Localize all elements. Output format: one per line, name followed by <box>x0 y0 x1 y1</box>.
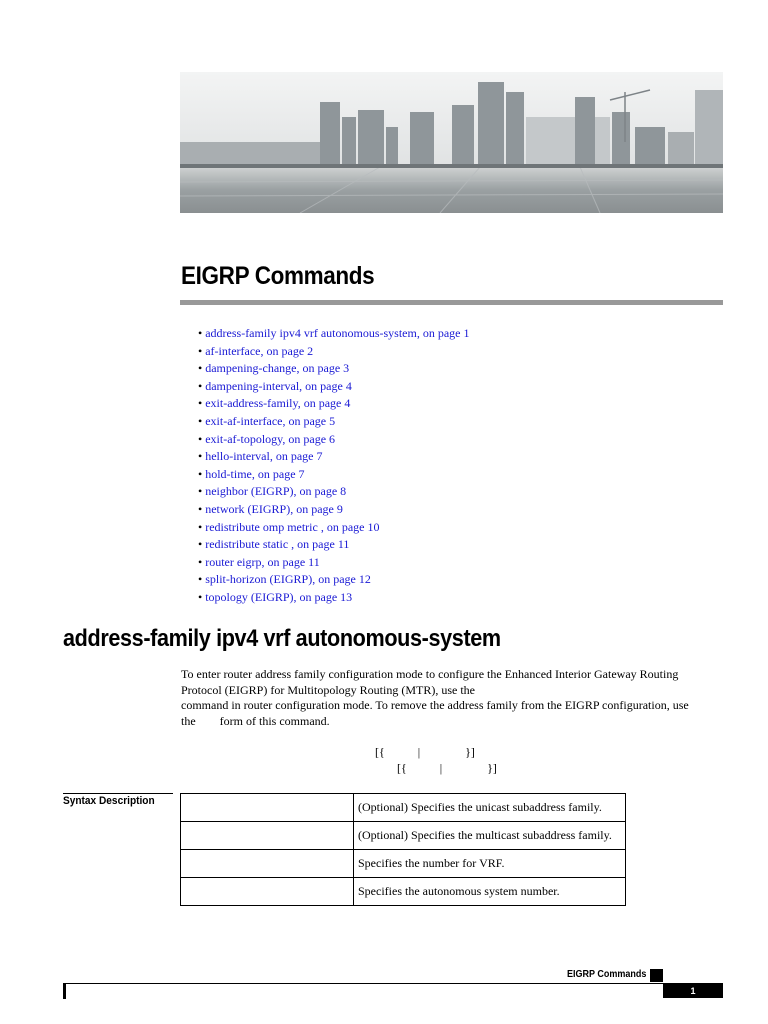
toc-item: • hold-time, on page 7 <box>198 466 305 481</box>
toc-item: • network (EIGRP), on page 9 <box>198 501 343 516</box>
chapter-rule <box>180 300 723 305</box>
description-cell: Specifies the number for VRF. <box>354 850 626 878</box>
command-title: address-family ipv4 vrf autonomous-system <box>63 625 501 652</box>
keyword-cell <box>181 794 354 822</box>
toc-link[interactable]: redistribute omp metric , on page 10 <box>205 519 380 534</box>
table-of-contents <box>198 325 469 607</box>
intro-line: To enter router address family configuration mode to configure the Enhanced Interior Gateway Routing <box>181 667 679 681</box>
page-number: 1 <box>663 984 723 998</box>
toc-link[interactable]: exit-address-family, on page 4 <box>205 396 351 411</box>
toc-item: • af-interface, on page 2 <box>198 343 314 358</box>
syntax-description-table <box>180 793 626 906</box>
keyword-cell <box>181 850 354 878</box>
toc-link[interactable]: hold-time, on page 7 <box>205 466 305 481</box>
syntax-line: [{ | }] <box>397 761 497 775</box>
toc-link[interactable]: dampening-change, on page 3 <box>205 361 350 376</box>
toc-link[interactable]: topology (EIGRP), on page 13 <box>205 589 353 604</box>
toc-item: • dampening-change, on page 3 <box>198 361 350 376</box>
footer-tick <box>63 983 66 999</box>
syntax-description-rule <box>63 793 173 794</box>
toc-item: • exit-af-topology, on page 6 <box>198 431 336 446</box>
toc-item: • topology (EIGRP), on page 13 <box>198 589 353 604</box>
table-row <box>181 794 626 822</box>
toc-link[interactable]: router eigrp, on page 11 <box>205 554 320 569</box>
toc-item: • hello-interval, on page 7 <box>198 449 323 464</box>
command-syntax <box>375 744 497 776</box>
toc-item: • exit-address-family, on page 4 <box>198 396 351 411</box>
intro-line: the form of this command. <box>181 714 330 729</box>
intro-line: Protocol (EIGRP) for Multitopology Routing (MTR), use the <box>181 682 475 697</box>
toc-link[interactable]: network (EIGRP), on page 9 <box>205 501 343 516</box>
toc-item: • exit-af-interface, on page 5 <box>198 413 336 428</box>
toc-link[interactable]: af-interface, on page 2 <box>205 343 314 358</box>
description-cell: Specifies the autonomous system number. <box>354 878 626 906</box>
footer-section-label: EIGRP Commands <box>567 969 647 980</box>
table-row <box>181 850 626 878</box>
table-row <box>181 878 626 906</box>
toc-link[interactable]: redistribute static , on page 11 <box>205 537 350 552</box>
toc-link[interactable]: exit-af-interface, on page 5 <box>205 413 336 428</box>
toc-item: • neighbor (EIGRP), on page 8 <box>198 484 347 499</box>
toc-link[interactable]: exit-af-topology, on page 6 <box>205 431 336 446</box>
description-cell: (Optional) Specifies the multicast subaddress family. <box>354 822 626 850</box>
toc-link[interactable]: split-horizon (EIGRP), on page 12 <box>205 572 371 587</box>
toc-item: • split-horizon (EIGRP), on page 12 <box>198 572 371 587</box>
chapter-title: EIGRP Commands <box>181 262 375 290</box>
toc-item: • address-family ipv4 vrf autonomous-system, on page 1 <box>198 326 470 340</box>
toc-link[interactable]: hello-interval, on page 7 <box>205 449 323 464</box>
syntax-description-label: Syntax Description <box>63 795 155 807</box>
toc-item: • router eigrp, on page 11 <box>198 554 320 569</box>
footer-rule <box>63 983 723 984</box>
intro-line: command in router configuration mode. To remove the address family from the EIGRP configuration, use <box>181 698 689 713</box>
toc-item: • redistribute omp metric , on page 10 <box>198 519 380 534</box>
syntax-line: [{ | }] <box>375 745 475 759</box>
toc-item: • dampening-interval, on page 4 <box>198 378 352 393</box>
keyword-cell <box>181 878 354 906</box>
banner-image <box>180 72 723 213</box>
keyword-cell <box>181 822 354 850</box>
command-intro <box>181 667 726 730</box>
table-row <box>181 822 626 850</box>
toc-link[interactable]: neighbor (EIGRP), on page 8 <box>205 484 347 499</box>
footer-marker <box>650 969 663 982</box>
toc-link[interactable]: dampening-interval, on page 4 <box>205 378 352 393</box>
toc-link[interactable]: address-family ipv4 vrf autonomous-system, on page 1 <box>205 326 470 340</box>
description-cell: (Optional) Specifies the unicast subaddress family. <box>354 794 626 822</box>
toc-item: • redistribute static , on page 11 <box>198 537 350 552</box>
